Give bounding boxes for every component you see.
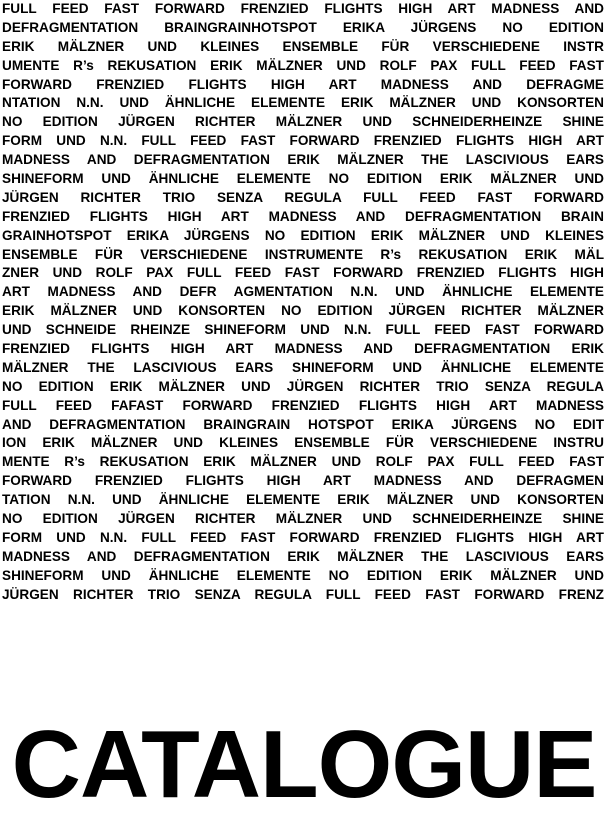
body-text-line: NO EDITION JÜRGEN RICHTER MÄLZNER UND SCHNEIDERHEINZE SHINE: [2, 511, 604, 527]
body-text-line: FORWARD FRENZIED FLIGHTS HIGH ART MADNESS AND DEFRAGMEN: [2, 473, 604, 489]
body-text-line: FULL FEED FAFAST FORWARD FRENZIED FLIGHTS HIGH ART MADNESS: [2, 397, 604, 413]
catalogue-title: CATALOGUE: [11, 716, 597, 814]
body-text-line: ION ERIK MÄLZNER UND KLEINES ENSEMBLE FÜR VERSCHIEDENE INSTRU: [2, 435, 604, 451]
body-text-line: UND SCHNEIDE RHEINZE SHINEFORM UND N.N. FULL FEED FAST FORWARD: [2, 322, 604, 338]
body-text-line: FORM UND N.N. FULL FEED FAST FORWARD FRENZIED FLIGHTS HIGH ART: [2, 133, 604, 149]
body-text-line: FORM UND N.N. FULL FEED FAST FORWARD FRENZIED FLIGHTS HIGH ART: [2, 529, 604, 545]
body-text-line: MÄLZNER THE LASCIVIOUS EARS SHINEFORM UND ÄHNLICHE ELEMENTE: [2, 359, 604, 375]
body-text-line: MENTE R’s REKUSATION ERIK MÄLZNER UND ROLF PAX FULL FEED FAST: [2, 454, 604, 470]
body-text-line: FORWARD FRENZIED FLIGHTS HIGH ART MADNESS AND DEFRAGME: [2, 76, 604, 92]
body-text-line: ART MADNESS AND DEFR AGMENTATION N.N. UND ÄHNLICHE ELEMENTE: [2, 284, 604, 300]
body-text-line: GRAINHOTSPOT ERIKA JÜRGENS NO EDITION ERIK MÄLZNER UND KLEINES: [2, 227, 604, 243]
body-text-line: SHINEFORM UND ÄHNLICHE ELEMENTE NO EDITION ERIK MÄLZNER UND: [2, 171, 604, 187]
body-text-line: MADNESS AND DEFRAGMENTATION ERIK MÄLZNER THE LASCIVIOUS EARS: [2, 548, 604, 564]
body-text-line: MADNESS AND DEFRAGMENTATION ERIK MÄLZNER THE LASCIVIOUS EARS: [2, 152, 604, 168]
body-text-line: FRENZIED FLIGHTS HIGH ART MADNESS AND DEFRAGMENTATION ERIK: [2, 341, 604, 357]
body-text-line: FULL FEED FAST FORWARD FRENZIED FLIGHTS HIGH ART MADNESS AND: [2, 1, 604, 16]
body-text-line: NO EDITION ERIK MÄLZNER UND JÜRGEN RICHTER TRIO SENZA REGULA: [2, 378, 604, 394]
body-text-line: FRENZIED FLIGHTS HIGH ART MADNESS AND DEFRAGMENTATION BRAIN: [2, 208, 604, 224]
body-text-line: TATION N.N. UND ÄHNLICHE ELEMENTE ERIK MÄLZNER UND KONSORTEN: [2, 492, 604, 508]
body-text-line: ENSEMBLE FÜR VERSCHIEDENE INSTRUMENTE R’s REKUSATION ERIK MÄL: [2, 246, 604, 262]
body-text-line: ERIK MÄLZNER UND KLEINES ENSEMBLE FÜR VERSCHIEDENE INSTR: [2, 38, 604, 54]
body-text-line: JÜRGEN RICHTER TRIO SENZA REGULA FULL FEED FAST FORWARD: [2, 189, 604, 205]
body-text-line: NO EDITION JÜRGEN RICHTER MÄLZNER UND SCHNEIDERHEINZE SHINE: [2, 114, 604, 130]
body-text-line: JÜRGEN RICHTER TRIO SENZA REGULA FULL FEED FAST FORWARD FRENZ: [2, 586, 604, 602]
body-text-line: ZNER UND ROLF PAX FULL FEED FAST FORWARD FRENZIED FLIGHTS HIGH: [2, 265, 604, 281]
body-text-line: SHINEFORM UND ÄHNLICHE ELEMENTE NO EDITION ERIK MÄLZNER UND: [2, 567, 604, 583]
body-text-line: ERIK MÄLZNER UND KONSORTEN NO EDITION JÜRGEN RICHTER MÄLZNER: [2, 303, 604, 319]
body-text-line: NTATION N.N. UND ÄHNLICHE ELEMENTE ERIK MÄLZNER UND KONSORTEN: [2, 95, 604, 111]
body-text-line: DEFRAGMENTATION BRAINGRAINHOTSPOT ERIKA JÜRGENS NO EDITION: [2, 19, 604, 35]
body-text-block: [2, 0, 604, 605]
body-text-line: UMENTE R’s REKUSATION ERIK MÄLZNER UND ROLF PAX FULL FEED FAST: [2, 57, 604, 73]
body-text-line: AND DEFRAGMENTATION BRAINGRAIN HOTSPOT ERIKA JÜRGENS NO EDIT: [2, 416, 604, 432]
